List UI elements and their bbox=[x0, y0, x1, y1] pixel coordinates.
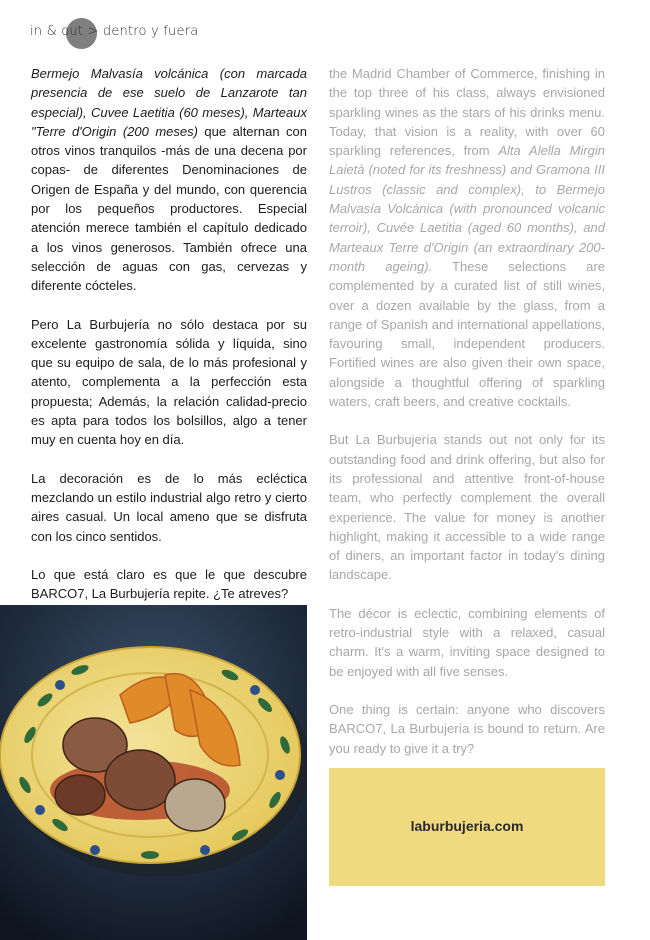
paragraph-text: the Madrid Chamber of Commerce, finishing in the top three of his class, always envisioned sparkling wines as the stars of his drinks menu. Today, that vision is a reality, with over 60 sparkling references, from bbox=[329, 66, 605, 159]
spanish-paragraph-2: Pero La Burbujería no sólo destaca por su excelente gastronomía sólida y líquida, sino que su equipo de sala, de lo más profesional y atento, complementa a la perfección esta propuesta; Además, la relación calidad-precio es apta para todos los bolsillos, algo a tener muy en cuenta hoy en día. bbox=[31, 316, 307, 448]
english-paragraph-4: One thing is certain: anyone who discovers BARCO7, La Burbujería is bound to return. Are you ready to give it a try? bbox=[329, 701, 605, 756]
paragraph-text: que alternan con otros vinos tranquilos -más de una decena por copas- de diferentes Denominaciones de Origen de España y del mundo, con querencia por los pequeños productores. Especial atención merece también el capítulo dedicado a los vinos generosos. También ofrece una selección de aguas con gas, cervezas y diferente cócteles. bbox=[31, 123, 307, 294]
section-label: in & out > dentro y fuera bbox=[30, 24, 199, 39]
english-paragraph-2: But La Burbujería stands out not only for its outstanding food and drink offering, but also for its professional and attentive front-of-house team, who perfectly complement the overall experience. The value for money is another highlight, making it accessible to a wide range of diners, an important factor in today's dining landscape. bbox=[329, 432, 605, 583]
spanish-paragraph-1 bbox=[31, 64, 307, 296]
wine-list-italic: Alta Alella Mirgin Laietà (noted for its freshness) and Gramona III Lustros (classic and complex), to Bermejo Malvasía Volcánica (with pronounced volcanic terroir), Cuvée Laetitia (aged 60 months), and Marteaux Terre d'Origin (an extraordinary 200-month ageing). bbox=[329, 143, 605, 274]
paragraph-text: These selections are complemented by a curated list of still wines, over a dozen available by the glass, from a range of Spanish and international appellations, favouring small, independent producers. Fortified wines are also given their own space, alongside a thoughtful offering of sparkling waters, craft beers, and creative cocktails. bbox=[329, 258, 605, 410]
food-photo bbox=[0, 605, 307, 940]
website-link[interactable]: laburbujeria.com bbox=[410, 818, 524, 834]
spanish-paragraph-3: La decoración es de lo más ecléctica mezclando un estilo industrial algo retro y cierto aires casual. Un local ameno que se disfruta con los cinco sentidos. bbox=[31, 470, 307, 544]
website-box bbox=[329, 768, 605, 886]
plate-illustration bbox=[0, 605, 307, 940]
english-column bbox=[329, 64, 605, 758]
spanish-column bbox=[31, 64, 307, 603]
english-paragraph-3: The décor is eclectic, combining elements of retro-industrial style with a relaxed, casual charm. It's a warm, inviting space designed to be enjoyed with all five senses. bbox=[329, 605, 605, 679]
spanish-paragraph-4: Lo que está claro es que le que descubre BARCO7, La Burbujería repite. ¿Te atreves? bbox=[31, 566, 307, 602]
english-paragraph-1 bbox=[329, 64, 605, 411]
wine-list-italic: Bermejo Malvasía volcánica (con marcada presencia de ese suelo de Lanzarote tan especial), Cuvee Laetitia (60 meses), Marteaux "Terre d'Origin (200 meses) bbox=[31, 66, 307, 139]
